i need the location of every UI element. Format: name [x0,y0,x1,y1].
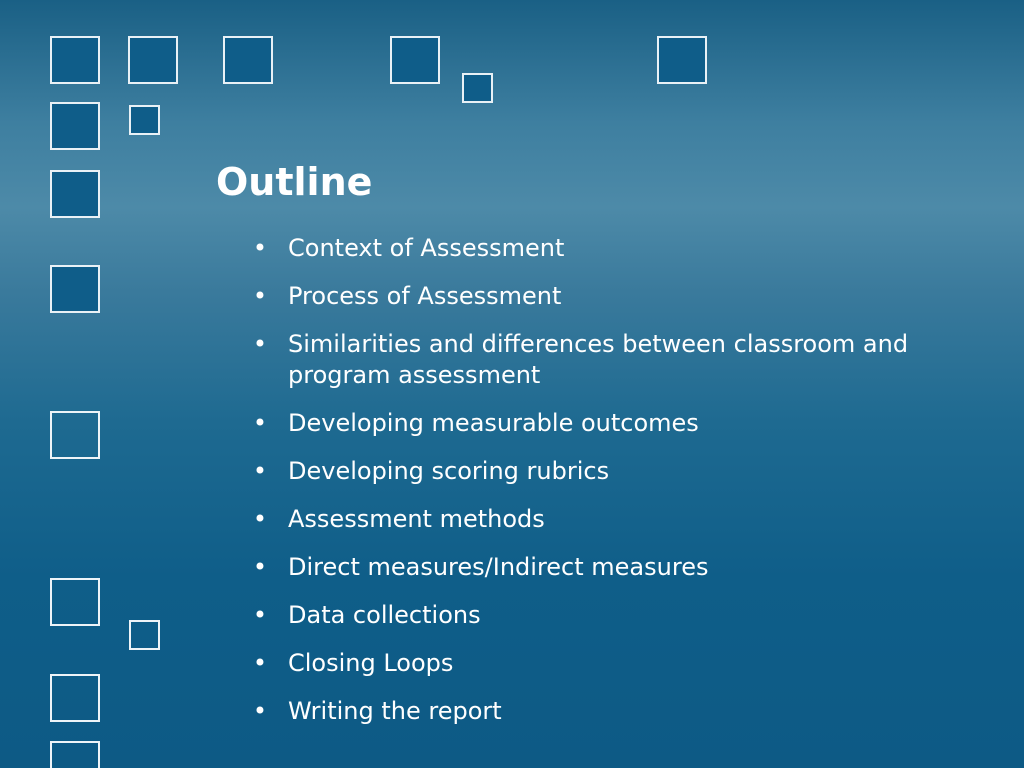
decor-square [50,578,100,626]
decor-square [223,36,273,84]
decor-square [657,36,707,84]
decor-square [50,265,100,313]
bullet-text: Developing measurable outcomes [288,409,699,437]
bullet-item [250,329,970,391]
decor-square [50,411,100,459]
bullet-marker: • [252,553,268,581]
bullet-text: Similarities and differences between classroom and program assessment [288,330,909,389]
bullet-marker: • [252,282,268,310]
bullet-marker: • [252,697,268,725]
bullet-text: Direct measures/Indirect measures [288,553,709,581]
bullet-text: Developing scoring rubrics [288,457,610,485]
bullet-text: Process of Assessment [288,282,562,310]
bullet-item [250,696,970,727]
decor-square [390,36,440,84]
bullet-item [250,456,970,487]
bullet-marker: • [252,649,268,677]
decor-square [50,674,100,722]
decor-square [129,620,160,650]
bullet-text: Assessment methods [288,505,545,533]
bullet-marker: • [252,409,268,437]
bullet-marker: • [252,330,268,358]
slide-title: Outline [216,160,373,204]
decor-square [50,102,100,150]
bullet-text: Writing the report [288,697,502,725]
decor-square [462,73,493,103]
bullet-text: Closing Loops [288,649,454,677]
bullet-item [250,233,970,264]
bullet-marker: • [252,234,268,262]
bullet-text: Context of Assessment [288,234,565,262]
bullet-item [250,648,970,679]
bullet-list [250,233,970,744]
bullet-item [250,600,970,631]
decor-square [50,170,100,218]
bullet-marker: • [252,457,268,485]
bullet-item [250,281,970,312]
bullet-item [250,552,970,583]
bullet-text: Data collections [288,601,481,629]
decor-square [50,741,100,768]
bullet-marker: • [252,601,268,629]
decor-square [50,36,100,84]
decor-square [128,36,178,84]
decor-square [129,105,160,135]
bullet-item [250,504,970,535]
bullet-marker: • [252,505,268,533]
bullet-item [250,408,970,439]
